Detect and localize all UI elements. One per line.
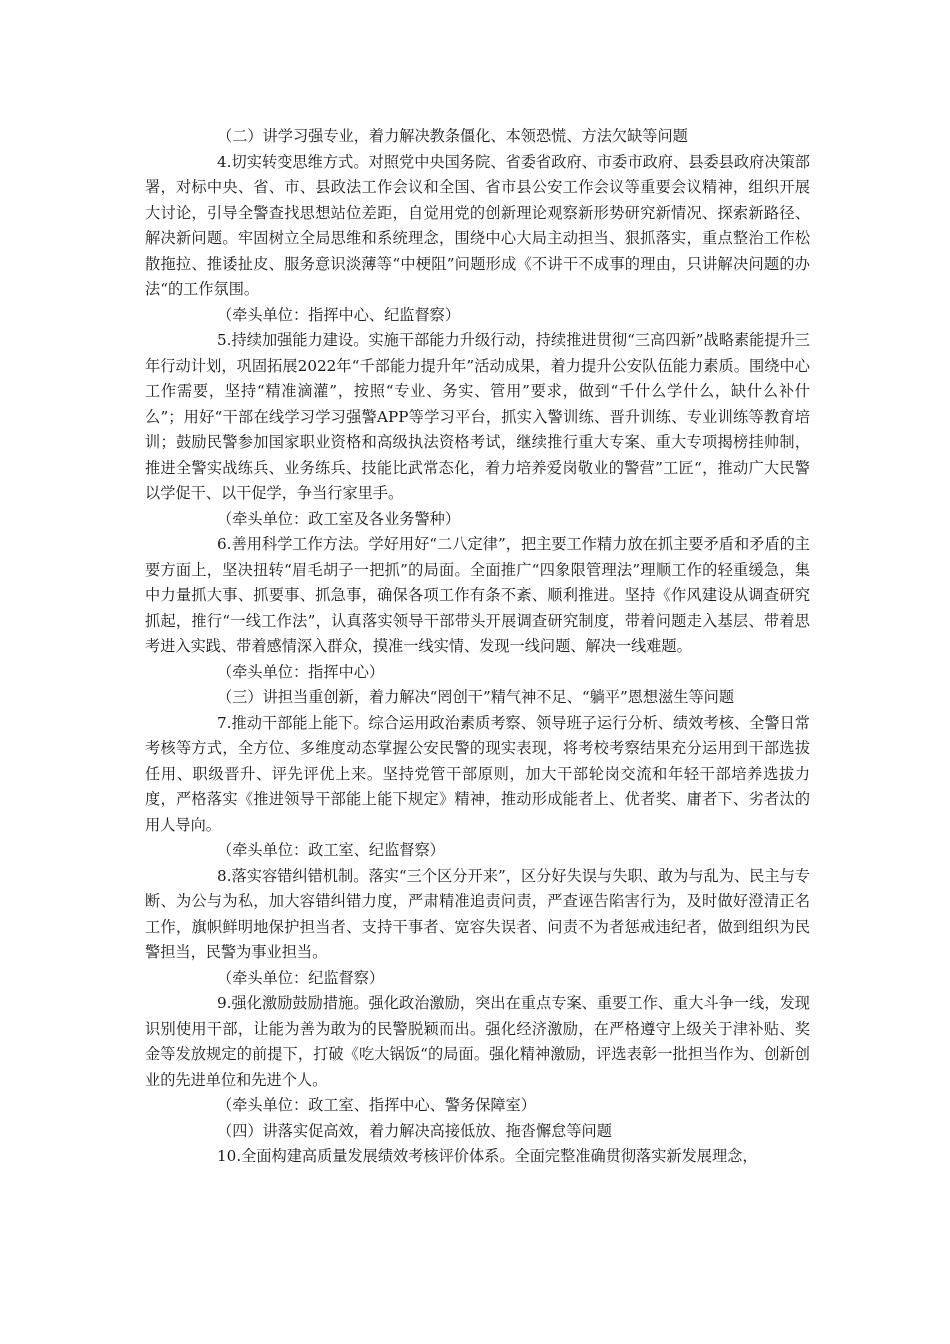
paragraph-item-7: 7.推动干部能上能下。综合运用政治素质考察、领导班子运行分析、绩效考核、全警日常考核等方式，全方位、多维度动态掌握公安民警的现实表现，将考校考察结果充分运用到干部选拔任用、职级晋升、评先评优上来。坚持党管干部原则，加大干部轮岗交流和年轻干部培养选拔力度，严格落实《推进领导干部能上能下规定》精神，推动形成能者上、优者奖、庸者下、劣者汰的用人导向。 <box>145 713 810 834</box>
section-heading-three: （三）讲担当重创新，着力解决“罔创干”精气神不足、“躺平”恩想滋生等问题 <box>217 688 735 706</box>
paragraph-item-8: 8.落实容错纠错机制。落实“三个区分开来”，区分好失误与失职、敢为与乱为、民主与专断、为公与为私，加大容错纠错力度，严肃精准追责问责，严查诬告陷害行为，及时做好澄清正名工作，旗帜鲜明地保护担当者、支持干事者、宽容失误者、问责不为者惩戒违纪者，做到组织为民警担当，民警为事业担当。 <box>145 866 810 961</box>
paragraph-item-10: 10.全面构建高质量发展绩效考核评价体系。全面完整准确贯彻落实新发展理念， <box>217 1147 758 1165</box>
paragraph-item-4: 4.切实转变思维方式。对照党中央国务院、省委省政府、市委市政府、县委县政府决策部署，对标中央、省、市、县政法工作会议和全国、省市县公安工作会议等重要会议精神，组织开展大讨论，引导全警查找思想站位差距，自觉用党的创新理论观察新形势研究新情况、探索新路径、解决新问题。牢固树立全局思维和系统理念，围绕中心大局主动担当、狠抓落实，重点整治工作松散拖拉、推诿扯皮、服务意识淡薄等“中梗阻”问题形成《不讲干不成事的理由，只讲解决问题的办法“的工作氛围。 <box>145 152 810 298</box>
lead-unit-note-9: （牵头单位：政工室、指挥中心、警务保障室） <box>217 1096 536 1114</box>
paragraph-item-9: 9.强化激励鼓励措施。强化政治激励，突出在重点专案、重要工作、重大斗争一线，发现识别使用干部，让能为善为敢为的民警脱颖而出。强化经济激励，在严格遵守上级关于津补贴、奖金等发放规定的前提下，打破《吃大锅饭“的局面。强化精神激励，评选表彰一批担当作为、创新创业的先进单位和先进个人。 <box>145 994 810 1089</box>
lead-unit-note-6: （牵头单位：指挥中心） <box>217 662 385 681</box>
paragraph-item-5: 5.持续加强能力建设。实施干部能力升级行动，持续推进贯彻“三高四新”战略素能提升三年行动计划，巩固拓展2022年“千部能力提升年”活动成果，着力提升公安队伍能力素质。围绕中心工作需要，坚持“精准滴灌”，按照“专业、务实、管用”要求，做到“千什么学什么，缺什么补什么”；用好“干部在线学习学习强警APP等学习平台，抓实入警训练、晋升训练、专业训练等教育培训；鼓励民警参加国家职业资格和高级执法资格考试，继续推行重大专案、重大专项揭榜挂帅制，推进全警实战练兵、业务练兵、技能比武常态化，着力培养爱岗敬业的警营”工匠“，推动广大民警以学促干、以干促学，争当行家里手。 <box>145 331 810 502</box>
lead-unit-note-5: （牵头单位：政工室及各业务警种） <box>217 509 460 528</box>
paragraph-item-6: 6.善用科学工作方法。学好用好“二八定律”，把主要工作精力放在抓主要矛盾和矛盾的主要方面上，坚决扭转“眉毛胡子一把抓”的局面。全面推广“四象限管理法”理顺工作的轻重缓急，集中力量抓大事、抓要事、抓急事，确保各项工作有条不紊、顺利推进。坚持《作风建设从调查研究抓起，推行“一线工作法”，认真落实领导干部带头开展调查研究制度，带着问题走入基层、带着思考进入实践、带着感情深入群众，摸准一线实情、发现一线问题、解决一线难题。 <box>145 535 810 655</box>
lead-unit-note-8: （牵头单位：纪监督察） <box>217 968 385 987</box>
lead-unit-note-7: （牵头单位：政工室、纪监督察） <box>217 841 445 859</box>
section-heading-two: （二）讲学习强专业，着力解决教条僵化、本领恐慌、方法欠缺等问题 <box>217 127 688 145</box>
lead-unit-note-4: （牵头单位：指挥中心、纪监督察） <box>217 305 460 324</box>
section-heading-four: （四）讲落实促高效，着力解决高接低放、拖沓懈怠等问题 <box>217 1121 612 1140</box>
